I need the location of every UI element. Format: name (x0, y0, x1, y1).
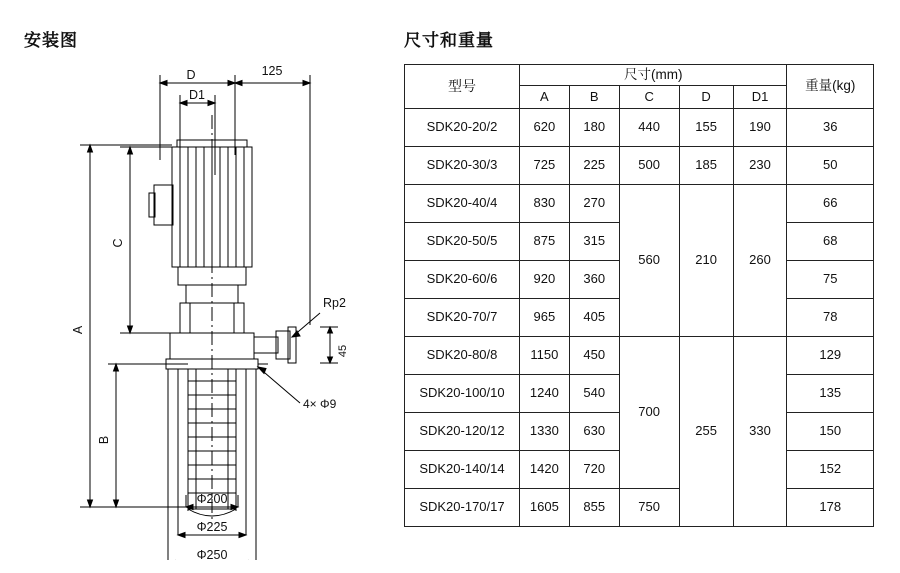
cell-weight: 150 (787, 413, 874, 451)
cell-model: SDK20-100/10 (405, 375, 520, 413)
cell-a: 1330 (519, 413, 569, 451)
label-a: A (71, 325, 85, 335)
dimensions-weight-table-wrap (404, 64, 874, 527)
cell-a: 920 (519, 261, 569, 299)
table-header-row-top (405, 65, 874, 86)
label-45: 45 (337, 344, 349, 358)
cell-weight: 75 (787, 261, 874, 299)
installation-drawing (20, 55, 380, 560)
header-col-c: C (619, 86, 679, 109)
cell-model: SDK20-120/12 (405, 413, 520, 451)
cell-b: 180 (569, 109, 619, 147)
cell-b: 855 (569, 489, 619, 527)
table-row (405, 109, 874, 147)
label-c: C (111, 238, 125, 248)
cell-model: SDK20-70/7 (405, 299, 520, 337)
label-phi200: Φ200 (196, 492, 228, 506)
cell-weight: 68 (787, 223, 874, 261)
cell-model: SDK20-30/3 (405, 147, 520, 185)
cell-weight: 178 (787, 489, 874, 527)
cell-d1: 330 (733, 337, 787, 527)
table-row (405, 489, 874, 527)
cell-d: 255 (679, 337, 733, 527)
cell-model: SDK20-140/14 (405, 451, 520, 489)
header-col-b: B (569, 86, 619, 109)
cell-model: SDK20-50/5 (405, 223, 520, 261)
label-holes: 4× Φ9 (303, 397, 337, 411)
cell-d1: 190 (733, 109, 787, 147)
cell-a: 875 (519, 223, 569, 261)
cell-d: 185 (679, 147, 733, 185)
header-col-d: D (679, 86, 733, 109)
cell-b: 360 (569, 261, 619, 299)
dimensions-weight-heading: 尺寸和重量 (404, 31, 494, 50)
installation-drawing-heading: 安装图 (24, 31, 78, 50)
cell-d: 210 (679, 185, 733, 337)
cell-model: SDK20-170/17 (405, 489, 520, 527)
label-d1: D1 (189, 88, 205, 102)
header-weight: 重量(kg) (787, 65, 874, 109)
cell-c: 500 (619, 147, 679, 185)
cell-model: SDK20-20/2 (405, 109, 520, 147)
cell-b: 315 (569, 223, 619, 261)
cell-weight: 50 (787, 147, 874, 185)
cell-b: 270 (569, 185, 619, 223)
table-row (405, 147, 874, 185)
table-row (405, 337, 874, 375)
cell-a: 1605 (519, 489, 569, 527)
cell-weight: 78 (787, 299, 874, 337)
cell-b: 630 (569, 413, 619, 451)
label-d: D (186, 68, 196, 82)
cell-b: 540 (569, 375, 619, 413)
cell-b: 720 (569, 451, 619, 489)
header-model: 型号 (405, 65, 520, 109)
cell-model: SDK20-40/4 (405, 185, 520, 223)
cell-weight: 135 (787, 375, 874, 413)
cell-weight: 129 (787, 337, 874, 375)
cell-d1: 260 (733, 185, 787, 337)
cell-d: 155 (679, 109, 733, 147)
cell-b: 225 (569, 147, 619, 185)
cell-a: 1240 (519, 375, 569, 413)
cell-model: SDK20-80/8 (405, 337, 520, 375)
cell-a: 965 (519, 299, 569, 337)
cell-a: 1420 (519, 451, 569, 489)
cell-d1: 230 (733, 147, 787, 185)
cell-c: 440 (619, 109, 679, 147)
cell-b: 450 (569, 337, 619, 375)
cell-c: 750 (619, 489, 679, 527)
cell-a: 830 (519, 185, 569, 223)
table-row (405, 185, 874, 223)
cell-c: 700 (619, 337, 679, 489)
cell-weight: 152 (787, 451, 874, 489)
label-b: B (97, 435, 111, 445)
cell-weight: 36 (787, 109, 874, 147)
label-phi225: Φ225 (196, 520, 228, 534)
header-col-d1: D1 (733, 86, 787, 109)
label-rp2: Rp2 (323, 296, 346, 310)
label-125: 125 (261, 64, 283, 78)
header-dimensions: 尺寸(mm) (519, 65, 787, 86)
cell-weight: 66 (787, 185, 874, 223)
header-col-a: A (519, 86, 569, 109)
cell-a: 620 (519, 109, 569, 147)
label-phi250: Φ250 (196, 548, 228, 560)
dimensions-weight-table (404, 64, 874, 527)
cell-a: 725 (519, 147, 569, 185)
cell-model: SDK20-60/6 (405, 261, 520, 299)
cell-a: 1150 (519, 337, 569, 375)
cell-b: 405 (569, 299, 619, 337)
cell-c: 560 (619, 185, 679, 337)
